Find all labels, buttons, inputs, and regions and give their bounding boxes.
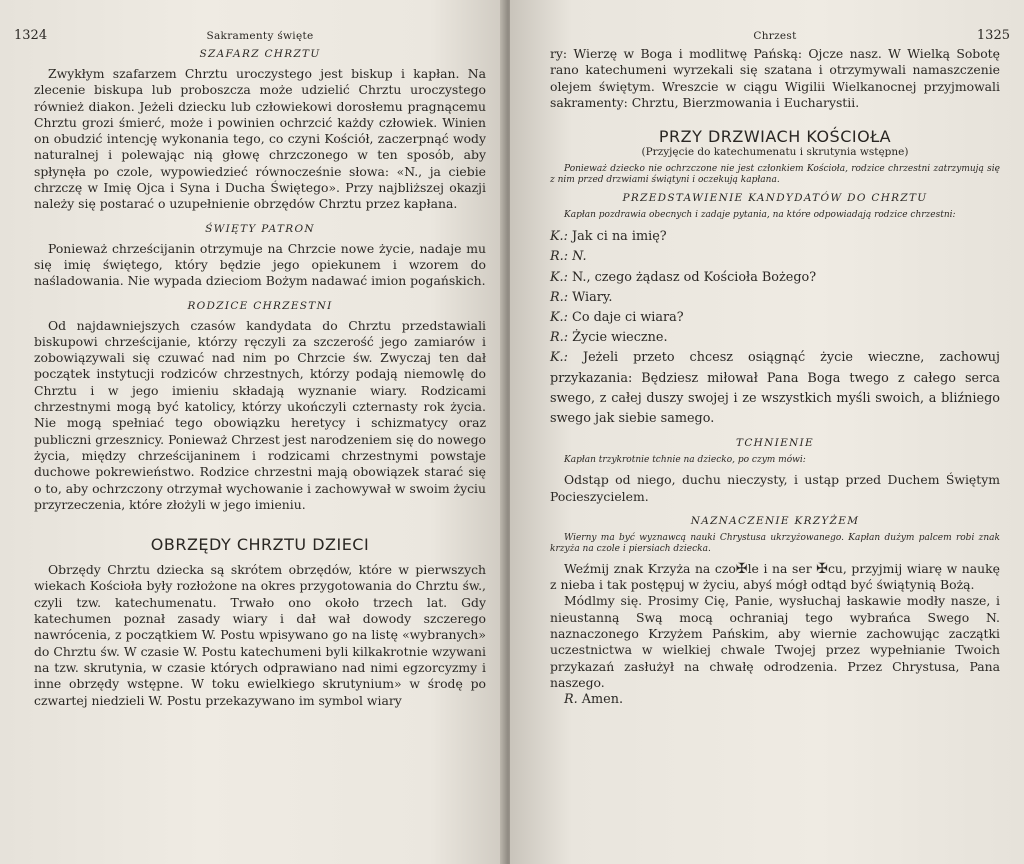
section-heading-patron: ŚWIĘTY PATRON [205, 222, 315, 235]
cross-icon: ✠ [816, 560, 828, 577]
rubric-breathing: Kapłan trzykrotnie tchnie na dziecko, po czym mówi: [564, 455, 806, 466]
page-number-right: 1325 [976, 28, 1010, 43]
dialogue-line [550, 227, 1000, 247]
page-number-left: 1324 [14, 28, 48, 43]
right-page [510, 0, 1024, 864]
dialogue-text: Wiary. [572, 289, 613, 305]
speaker-label: R.: [550, 330, 569, 346]
dialogue-text: Co daje ci wiara? [572, 310, 684, 325]
cross-icon: ✠ [735, 560, 748, 577]
left-page [0, 0, 506, 864]
running-head-title-right: Chrzest [753, 30, 797, 42]
speaker-label: R.: [550, 289, 569, 305]
paragraph-signing [550, 561, 1000, 594]
section-heading-godparents: RODZICE CHRZESTNI [187, 299, 333, 312]
speaker-label: K.: [550, 310, 568, 325]
subheading-catechumenate: (Przyjęcie do katechumenatu i skrutynia wstępne) [641, 146, 909, 159]
dialogue-text: N., czego żądasz od Kościoła Bożego? [572, 269, 817, 285]
paragraph-minister: Zwykłym szafarzem Chrztu uroczystego jest biskup i kapłan. Na zlecenie biskupa lub proboszcza może udzielić Chrztu uroczystego również diakon. Jeżeli dziecku lub człowiekowi dorosłemu pragnącemu Chrztu grozi śmierć, może i powinien ochrzcić każdy człowiek. Winien on obudzić intencję wykonania tego, co czyni Kościół, zaczerpnąć wody naturalnej i polewając nią głowę chrzczonego w ten sposób, aby spłynęła po czole, wypowiedzieć równocześnie słowa: «N., ja ciebie chrzczę w Imię Ojca i Syna i Ducha Świętego». Przy najbliższej okazji należy się postarać o uzupełnienie obrzędów Chrztu przez kapłana. [34, 66, 486, 212]
running-header-right [550, 28, 1010, 46]
dialogue-text: Jak ci na imię? [572, 229, 667, 245]
paragraph-intro-continued: ry: Wierzę w Boga i modlitwę Pańską: Ojcze nasz. W Wielką Sobotę rano katechumeni wyrzekali się szatana i otrzymywali namaszczenie olejem świętym. Wreszcie w ciągu Wigilii Wielkanocnej przyjmowali sakramenty: Chrztu, Bierzmowania i Eucharystii. [550, 46, 1000, 110]
rubric-greeting: Kapłan pozdrawia obecnych i zadaje pytania, na które odpowiadają rodzice chrzestni: [564, 210, 956, 221]
dialogue-text: Życie wieczne. [572, 330, 668, 346]
signing-text-1: Weźmij znak Krzyża na czo [564, 560, 736, 576]
response-amen [550, 691, 1000, 709]
dialogue-block [550, 227, 1000, 429]
section-heading-signing: NAZNACZENIE KRZYŻEM [690, 514, 860, 527]
dialogue-text: N. [572, 249, 587, 265]
dialogue-line [550, 247, 1000, 267]
section-heading-presentation: PRZEDSTAWIENIE KANDYDATÓW DO CHRZTU [622, 192, 928, 205]
main-heading-church-door: PRZY DRZWIACH KOŚCIOŁA [658, 127, 892, 147]
section-heading-minister: SZAFARZ CHRZTU [199, 48, 321, 60]
speaker-label: K.: [550, 350, 568, 366]
dialogue-line [550, 328, 1000, 348]
rubric-signing: Wierny ma być wyznawcą nauki Chrystusa ukrzyżowanego. Kapłan dużym palcem robi znak krzyża na czole i piersiach dziecka. [550, 532, 1000, 554]
speaker-label: R.: [550, 249, 569, 265]
section-heading-rites: OBRZĘDY CHRZTU DZIECI [150, 535, 370, 555]
dialogue-line [550, 308, 1000, 328]
signing-text-3: cu, przyjmij wiarę w naukę z nieba i tak postępuj w życiu, abyś mógł odtąd być świątynią Bożą. [550, 560, 1000, 593]
dialogue-line [550, 288, 1000, 308]
paragraph-prayer: Módlmy się. Prosimy Cię, Panie, wysłuchaj łaskawie modły nasze, i nieustanną Swą mocą ochraniaj tego wybrańca Swego N. naznaczonego Krzyżem Pańskim, aby wiernie zachowując zaczątki uczestnictwa w wielkiej chwale Twojej przez wypełnianie Twoich przykazań zasłużył na chwałę odrodzenia. Przez Chrystusa, Pana naszego. [550, 593, 1000, 690]
dialogue-line [550, 348, 1000, 429]
running-head-title-left: Sakramenty święte [206, 30, 314, 42]
running-header-left [14, 28, 486, 46]
dialogue-line [550, 268, 1000, 288]
paragraph-rites: Obrzędy Chrztu dziecka są skrótem obrzędów, które w pierwszych wiekach Kościoła były rozłożone na okres przygotowania do Chrztu św., czyli tzw. katechumenatu. Trwało ono około trzech lat. Gdy katechumen poznał zasady wiary i dał wał dowody szczerego nawrócenia, z początkiem W. Postu wpisywano go na listę «wybranych» do Chrztu św. W czasie W. Postu katechumeni byli kilkakrotnie wzywani na tzw. skrutynia, w czasie których odprawiano nad nimi egzorcyzmy i inne obrzędy wstępne. W toku ewielkiego skrutynium» w środę po czwartej niedzieli W. Postu przekazywano im symbol wiary [34, 562, 486, 708]
rubric-godparents-wait: Ponieważ dziecko nie ochrzczone nie jest członkiem Kościoła, rodzice chrzestni zatrzymują się z nim przed drzwiami świątyni i oczekują kapłana. [550, 164, 1000, 186]
amen-text: Amen. [581, 692, 624, 708]
speaker-label: K.: [550, 269, 568, 285]
paragraph-patron: Ponieważ chrześcijanin otrzymuje na Chrzcie nowe życie, nadaje mu się imię świętego, który będzie jego opiekunem i wzorem do naśladowania. Nie wypada dzieciom Bożym nadawać imion pogańskich. [34, 240, 486, 289]
paragraph-exsufflation: Odstąp od niego, duchu nieczysty, i ustąp przed Duchem Świętym Pocieszycielem. [550, 472, 1000, 504]
speaker-label: K.: [550, 229, 568, 245]
dialogue-text: Jeżeli przeto chcesz osiągnąć życie wieczne, zachowuj przykazania: Będziesz miłował Pana Boga twego z całego serca swego, z całej duszy swojej i ze wszystkich myśli swoich, a bliźniego swego jak siebie samego. [550, 350, 1000, 427]
signing-text-2: le i na ser [747, 560, 812, 576]
paragraph-godparents: Od najdawniejszych czasów kandydata do Chrztu przedstawiali biskupowi chrześcijanie, którzy ręczyli za szczerość jego zamiarów i zobowiązywali się czuwać nad nim po Chrzcie św. Zwyczaj ten dał początek instytucji rodziców chrzestnych, którzy podają niemowlę do Chrztu i w jego imieniu składają wyznanie wiary. Rodzicami chrzestnymi mogą być katolicy, którzy ukończyli czternasty rok życia. Nie mogą spełniać tego obowiązku heretycy i schizmatycy oraz publiczni grzesznicy. Ponieważ Chrzest jest narodzeniem się do nowego życia, między chrześcijaninem i rodzicami chrzestnymi powstaje duchowe pokrewieństwo. Rodzice chrzestni mają obowiązek starać się o to, aby ochrzczony otrzymał wychowanie i zachowywał w swoim życiu przyrzeczenia, które złożyli w jego imieniu. [34, 317, 486, 512]
section-heading-exsufflation: TCHNIENIE [736, 437, 814, 450]
amen-speaker: R. [564, 692, 578, 708]
